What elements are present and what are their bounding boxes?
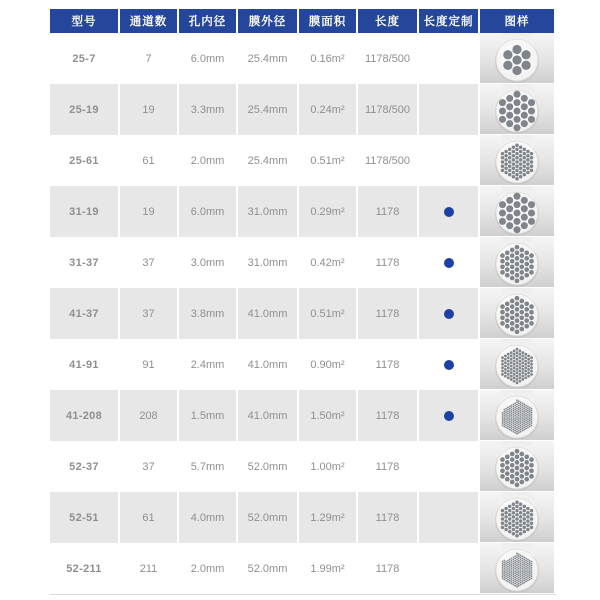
cell-bore: 3.8mm: [179, 288, 236, 339]
table-row: [50, 339, 556, 390]
cell-outer: 41.0mm: [238, 339, 297, 390]
cell-model: 25-61: [50, 135, 118, 186]
cell-length: 1178: [358, 288, 417, 339]
cell-custom-length: [419, 390, 478, 441]
cell-bore: 1.5mm: [179, 390, 236, 441]
cell-channels: 61: [120, 135, 177, 186]
cell-area: 0.24m²: [299, 84, 356, 135]
cell-area: 0.16m²: [299, 33, 356, 84]
cell-outer: 31.0mm: [238, 237, 297, 288]
cell-area: 0.90m²: [299, 339, 356, 390]
cell-bore: 3.0mm: [179, 237, 236, 288]
cell-custom-length: [419, 492, 478, 543]
cell-area: 1.29m²: [299, 492, 356, 543]
custom-length-dot: [444, 309, 454, 319]
cell-channels: 37: [120, 237, 177, 288]
col-header-channels: 通道数: [120, 9, 177, 33]
custom-length-dot: [444, 258, 454, 268]
membrane-photo: [480, 543, 554, 594]
cell-area: 0.42m²: [299, 237, 356, 288]
cell-bore: 4.0mm: [179, 492, 236, 543]
cell-channels: 211: [120, 543, 177, 594]
table-row: [50, 492, 556, 543]
cell-outer: 41.0mm: [238, 288, 297, 339]
cell-model: 41-37: [50, 288, 118, 339]
cell-length: 1178: [358, 390, 417, 441]
cell-area: 1.99m²: [299, 543, 356, 594]
cell-model: 31-19: [50, 186, 118, 237]
cell-length: 1178/500: [358, 135, 417, 186]
col-header-custom-length: 长度定制: [419, 9, 478, 33]
col-header-photo: 图样: [480, 9, 554, 33]
cell-channels: 19: [120, 84, 177, 135]
cell-area: 0.29m²: [299, 186, 356, 237]
cell-bore: 2.0mm: [179, 135, 236, 186]
membrane-photo: [480, 135, 554, 186]
cell-length: 1178: [358, 339, 417, 390]
cell-outer: 25.4mm: [238, 33, 297, 84]
cell-custom-length: [419, 33, 478, 84]
cell-model: 31-37: [50, 237, 118, 288]
cell-model: 41-91: [50, 339, 118, 390]
cell-length: 1178/500: [358, 33, 417, 84]
cell-custom-length: [419, 237, 478, 288]
cell-area: 0.51m²: [299, 135, 356, 186]
cell-bore: 5.7mm: [179, 441, 236, 492]
cell-outer: 41.0mm: [238, 390, 297, 441]
membrane-photo: [480, 288, 554, 339]
cell-outer: 52.0mm: [238, 543, 297, 594]
membrane-photo: [480, 390, 554, 441]
col-header-length: 长度: [358, 9, 417, 33]
cell-length: 1178: [358, 237, 417, 288]
cell-channels: 208: [120, 390, 177, 441]
membrane-spec-table: [50, 9, 556, 595]
table-row: [50, 543, 556, 594]
custom-length-dot: [444, 207, 454, 217]
membrane-photo: [480, 492, 554, 543]
custom-length-dot: [444, 411, 454, 421]
cell-channels: 91: [120, 339, 177, 390]
col-header-outer: 膜外径: [238, 9, 297, 33]
cell-length: 1178/500: [358, 84, 417, 135]
cell-channels: 37: [120, 288, 177, 339]
table-row: [50, 135, 556, 186]
cell-custom-length: [419, 339, 478, 390]
cell-custom-length: [419, 84, 478, 135]
cell-length: 1178: [358, 441, 417, 492]
cell-custom-length: [419, 186, 478, 237]
col-header-area: 膜面积: [299, 9, 356, 33]
table-row: [50, 186, 556, 237]
cell-channels: 19: [120, 186, 177, 237]
cell-channels: 61: [120, 492, 177, 543]
cell-model: 25-7: [50, 33, 118, 84]
cell-model: 41-208: [50, 390, 118, 441]
membrane-photo: [480, 339, 554, 390]
cell-bore: 3.3mm: [179, 84, 236, 135]
table-row: [50, 390, 556, 441]
cell-length: 1178: [358, 543, 417, 594]
cell-custom-length: [419, 288, 478, 339]
membrane-photo: [480, 441, 554, 492]
cell-model: 25-19: [50, 84, 118, 135]
col-header-bore: 孔内径: [179, 9, 236, 33]
table-row: [50, 441, 556, 492]
cell-channels: 37: [120, 441, 177, 492]
cell-bore: 2.0mm: [179, 543, 236, 594]
cell-length: 1178: [358, 186, 417, 237]
table-row: [50, 84, 556, 135]
table-row: [50, 288, 556, 339]
cell-area: 0.51m²: [299, 288, 356, 339]
cell-outer: 25.4mm: [238, 84, 297, 135]
cell-custom-length: [419, 135, 478, 186]
cell-bore: 2.4mm: [179, 339, 236, 390]
cell-outer: 31.0mm: [238, 186, 297, 237]
membrane-photo: [480, 33, 554, 84]
membrane-photo: [480, 186, 554, 237]
cell-model: 52-37: [50, 441, 118, 492]
cell-custom-length: [419, 441, 478, 492]
col-header-model: 型号: [50, 9, 118, 33]
membrane-photo: [480, 237, 554, 288]
cell-channels: 7: [120, 33, 177, 84]
cell-bore: 6.0mm: [179, 186, 236, 237]
cell-bore: 6.0mm: [179, 33, 236, 84]
table-row: [50, 33, 556, 84]
cell-area: 1.00m²: [299, 441, 356, 492]
cell-outer: 52.0mm: [238, 441, 297, 492]
cell-outer: 25.4mm: [238, 135, 297, 186]
header-row: [50, 9, 556, 33]
cell-model: 52-51: [50, 492, 118, 543]
membrane-photo: [480, 84, 554, 135]
custom-length-dot: [444, 360, 454, 370]
cell-area: 1.50m²: [299, 390, 356, 441]
cell-outer: 52.0mm: [238, 492, 297, 543]
cell-model: 52-211: [50, 543, 118, 594]
table-body: [50, 33, 556, 594]
table-row: [50, 237, 556, 288]
cell-custom-length: [419, 543, 478, 594]
cell-length: 1178: [358, 492, 417, 543]
